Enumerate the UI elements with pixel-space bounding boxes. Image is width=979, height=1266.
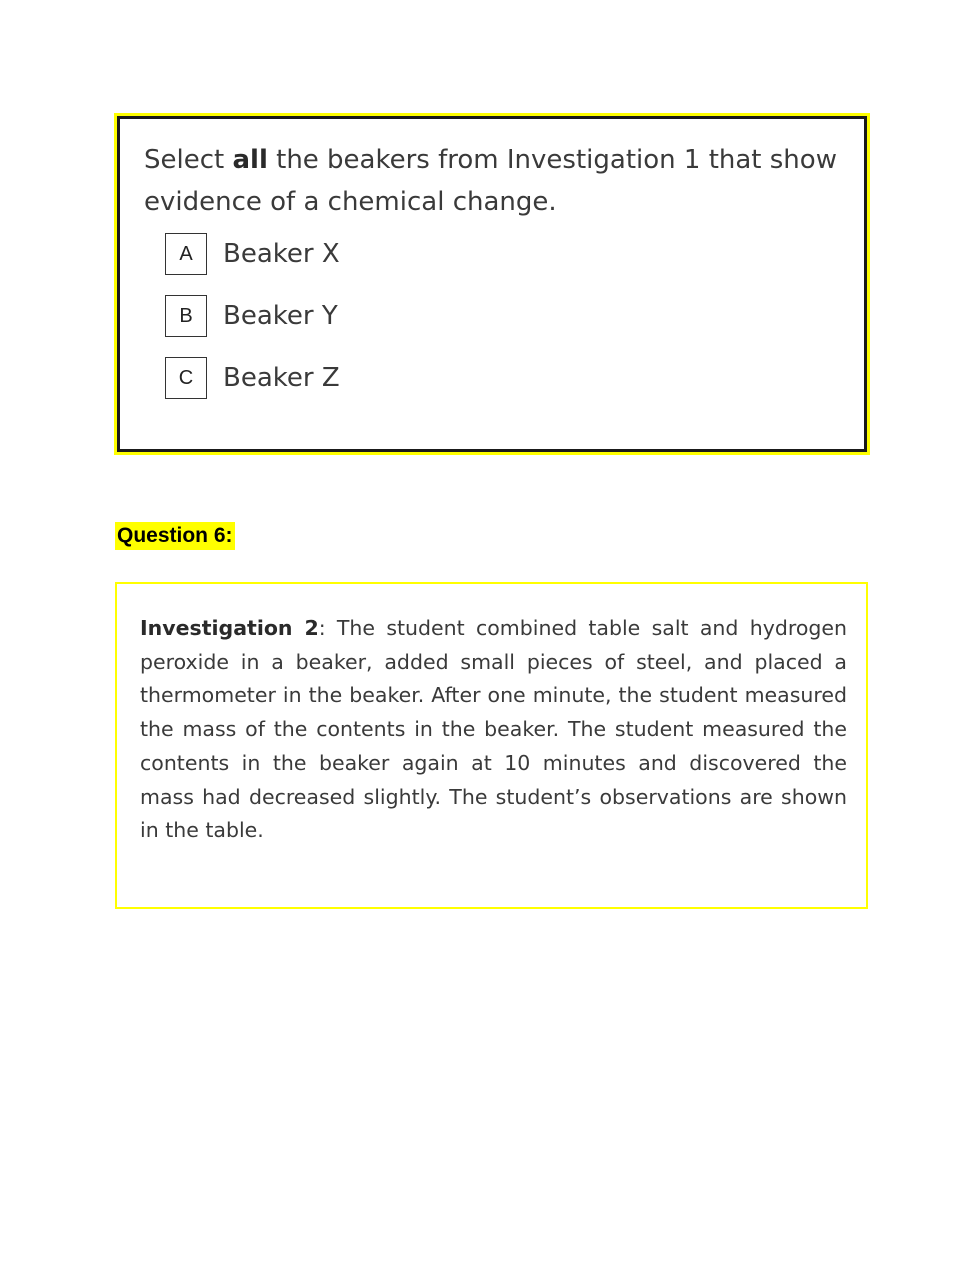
investigation-2-box xyxy=(115,582,868,909)
choice-a-letter-box[interactable]: A xyxy=(165,233,207,275)
investigation-2-title: Investigation 2 xyxy=(140,616,319,640)
investigation-2-passage xyxy=(140,612,847,848)
prompt-text-start: Select xyxy=(144,145,233,175)
choice-a[interactable] xyxy=(165,232,340,276)
choice-c[interactable] xyxy=(165,356,340,400)
choice-b[interactable] xyxy=(165,294,338,338)
choice-b-letter-box[interactable]: B xyxy=(165,295,207,337)
question-5-box xyxy=(117,116,867,452)
choice-b-label: Beaker Y xyxy=(223,301,338,331)
question-5-prompt xyxy=(144,139,854,223)
question-6-heading: Question 6: xyxy=(115,522,235,550)
choice-c-label: Beaker Z xyxy=(223,363,340,393)
investigation-2-body: : The student combined table salt and hydrogen peroxide in a beaker, added small pieces of steel, and placed a thermometer in the beaker. After one minute, the student measured the mass of the contents in the beaker. The student measured the contents in the beaker again at 10 minutes and discovered the mass had decreased slightly. The student’s observations are shown in the table. xyxy=(140,616,847,843)
choice-c-letter-box[interactable]: C xyxy=(165,357,207,399)
choice-a-label: Beaker X xyxy=(223,239,340,269)
prompt-text-end: the beakers from Investigation 1 that show evidence of a chemical change. xyxy=(144,145,837,217)
prompt-emphasis: all xyxy=(232,145,268,175)
